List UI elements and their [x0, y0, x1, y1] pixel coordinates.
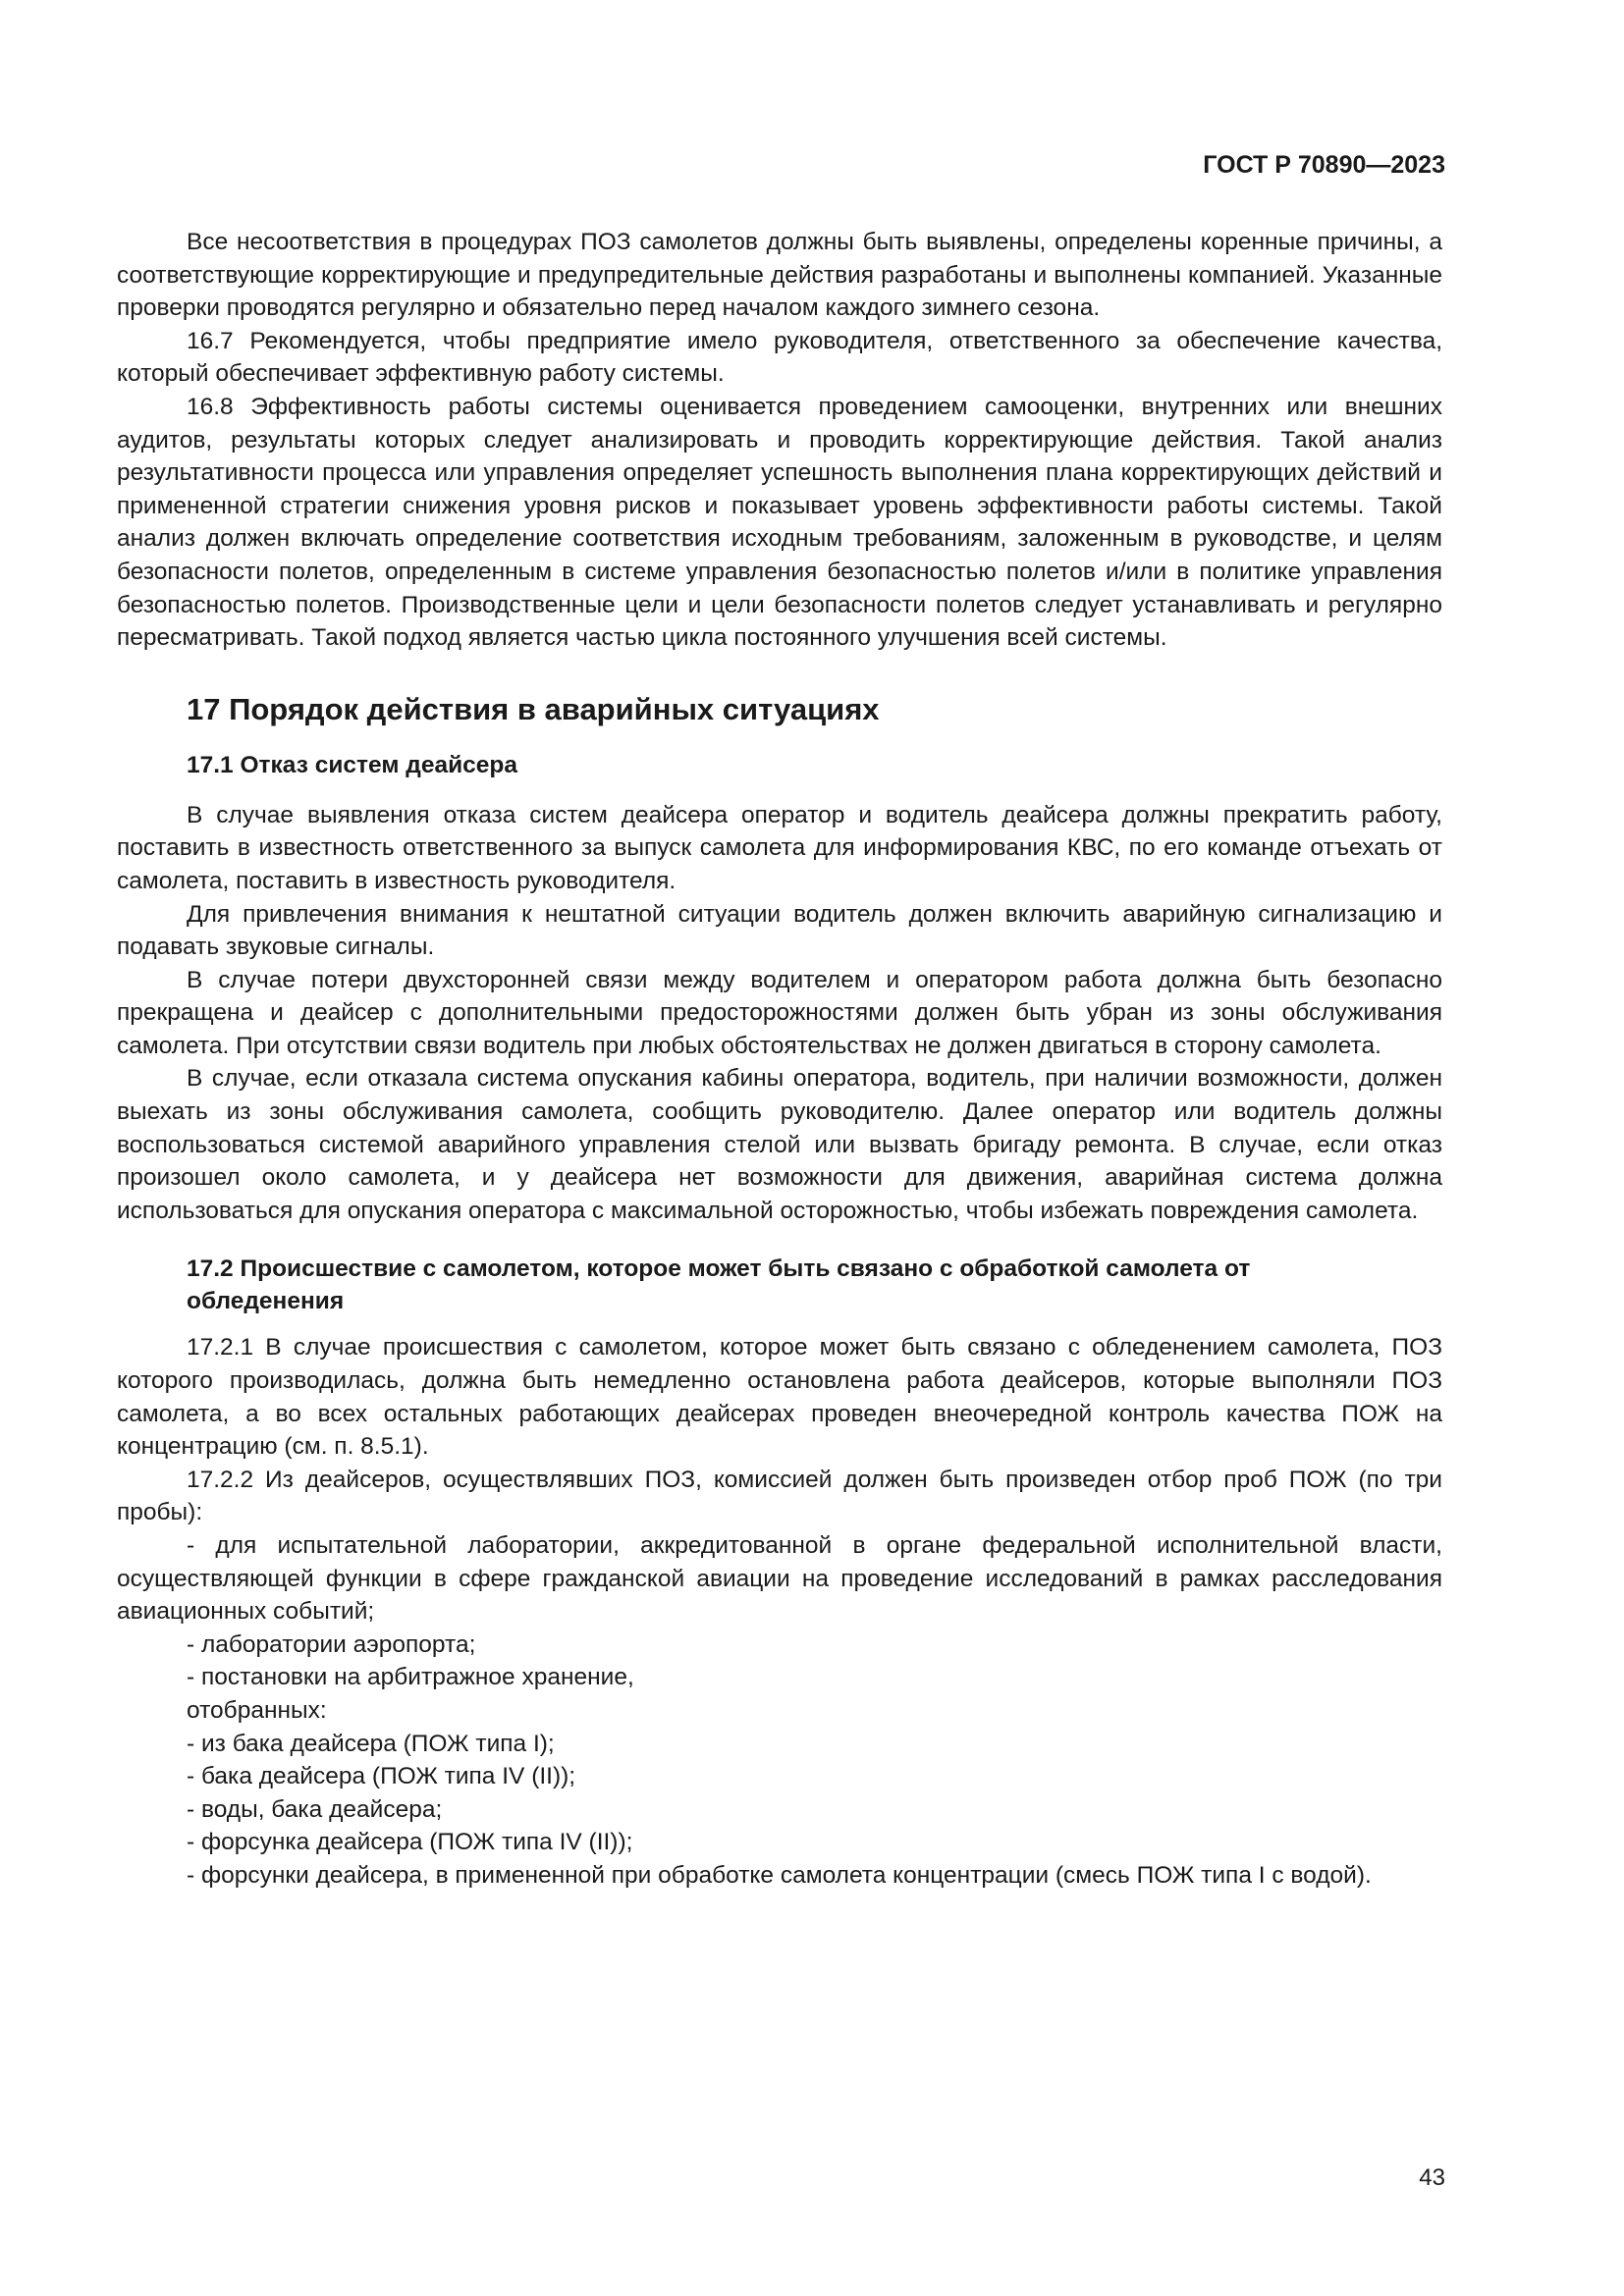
paragraph-17-1-a: В случае выявления отказа систем деайсера оператор и водитель деайсера должны прекратить работу, поставить в известность ответственного за выпуск самолета для информирования КВС, по его команде отъехать от самолета, поставить в известность руководителя. [117, 801, 1442, 894]
list-item-nozzle-type4: - форсунка деайсера (ПОЖ типа IV (II)); [187, 1829, 633, 1856]
list-item-arbitration: - постановки на арбитражное хранение, [187, 1664, 634, 1691]
list-item-tank-type4: - бака деайсера (ПОЖ типа IV (II)); [187, 1763, 576, 1790]
paragraph-17-1-d: В случае, если отказала система опускания кабины оператора, водитель, при наличии возможности, должен выехать из зоны обслуживания самолета, сообщить руководителю. Далее оператор или водитель должны воспользоваться системой аварийного управления стелой или вызвать бригаду ремонта. В случае, если отказ произошел около самолета, и у деайсера нет возможности для движения, аварийная система должна использоваться для опускания оператора с максимальной осторожностью, чтобы избежать повреждения самолета. [117, 1065, 1442, 1224]
list-item-water-tank: - воды, бака деайсера; [187, 1795, 443, 1823]
list-item-airport-lab: - лаборатории аэропорта; [187, 1630, 476, 1658]
selected-label: отобранных: [187, 1696, 327, 1724]
section-17-heading: 17 Порядок действия в аварийных ситуациях [187, 691, 880, 726]
list-item-test-lab: - для испытательной лаборатории, аккредитованной в органе федеральной исполнительной власти, осуществляющей функции в сфере гражданской авиации на проведение исследований в рамках расследования авиационных событий; [117, 1532, 1442, 1626]
paragraph-17-2-2: 17.2.2 Из деайсеров, осуществлявших ПОЗ, комиссией должен быть произведен отбор проб ПОЖ (по три пробы): [117, 1466, 1442, 1526]
paragraph-16-8: 16.8 Эффективность работы системы оценивается проведением самооценки, внутренних или внешних аудитов, результаты которых следует анализировать и проводить корректирующие действия. Такой анализ результативности процесса или управления определяет успешность выполнения плана корректирующих действий и примененной стратегии снижения уровня рисков и показывает уровень эффективности работы системы. Такой анализ должен включать определение соответствия исходным требованиям, заложенным в руководстве, и целям безопасности полетов, определенным в системе управления безопасностью полетов и/или в политике управления безопасностью полетов. Производственные цели и цели безопасности полетов следует устанавливать и регулярно пересматривать. Такой подход является частью цикла постоянного улучшения всей системы. [117, 393, 1442, 652]
paragraph-17-2-1: 17.2.1 В случае происшествия с самолетом, которое может быть связано с обледенением самолета, ПОЗ которого производилась, должна быть немедленно остановлена работа деайсеров, которые выполняли ПОЗ самолета, а во всех остальных работающих деайсерах проведен внеочередной контроль качества ПОЖ на концентрацию (см. п. 8.5.1). [117, 1334, 1442, 1461]
page-content [117, 226, 1442, 1893]
subsection-17-1-heading: 17.1 Отказ систем деайсера [187, 751, 517, 778]
list-item-tank-type1: - из бака деайсера (ПОЖ типа I); [187, 1730, 555, 1757]
paragraph-16-7: 16.7 Рекомендуется, чтобы предприятие имело руководителя, ответственного за обеспечение качества, который обеспечивает эффективную работу системы. [117, 327, 1442, 388]
page-number: 43 [1419, 2164, 1445, 2191]
document-header: ГОСТ Р 70890—2023 [1203, 151, 1445, 179]
paragraph-17-1-b: Для привлечения внимания к нештатной ситуации водитель должен включить аварийную сигнализацию и подавать звуковые сигналы. [117, 900, 1442, 961]
list-item-nozzle-mix: - форсунки деайсера, в примененной при обработке самолета концентрации (смесь ПОЖ типа I с водой). [187, 1861, 1372, 1889]
paragraph-nonconformities: Все несоответствия в процедурах ПОЗ самолетов должны быть выявлены, определены коренные причины, а соответствующие корректирующие и предупредительные действия разработаны и выполнены компанией. Указанные проверки проводятся регулярно и обязательно перед началом каждого зимнего сезона. [117, 229, 1442, 322]
subsection-17-2-heading: 17.2 Происшествие с самолетом, которое может быть связано с обработкой самолета от обледенения [187, 1255, 1251, 1315]
paragraph-17-1-c: В случае потери двухсторонней связи между водителем и оператором работа должна быть безопасно прекращена и деайсер с дополнительными предосторожностями должен быть убран из зоны обслуживания самолета. При отсутствии связи водитель при любых обстоятельствах не должен двигаться в сторону самолета. [117, 966, 1442, 1059]
